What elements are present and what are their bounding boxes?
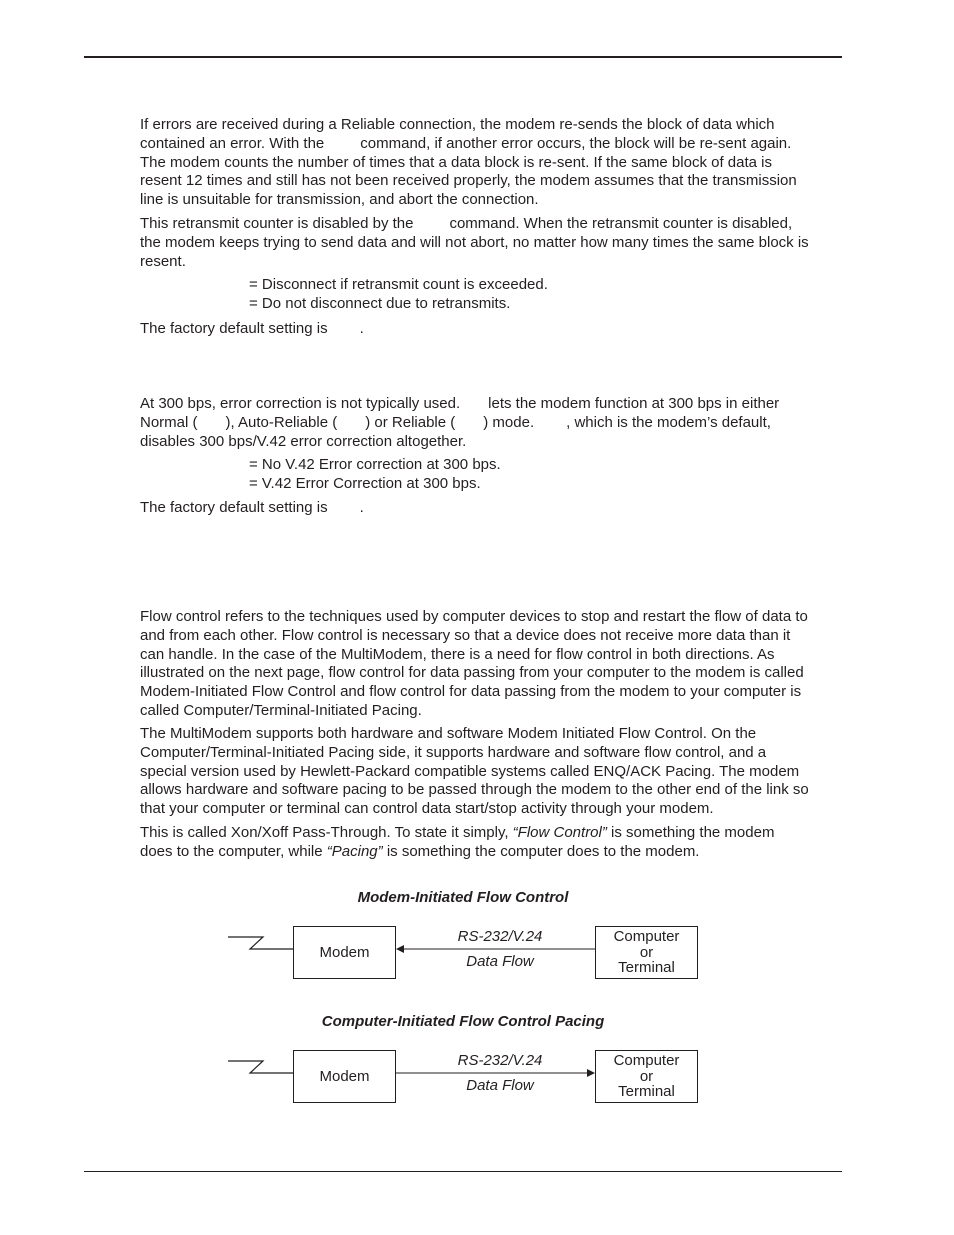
retransmit-paragraph-2: This retransmit counter is disabled by the command. When the retransmit counter is disabled, the modem keeps trying to send data and will not abort, no matter how many times the same block is resent. [140, 215, 809, 270]
computer-terminal-box: Computer or Terminal [595, 1050, 698, 1103]
phone-line-icon [228, 937, 293, 949]
v42-300-default: The factory default setting is . [140, 499, 364, 516]
modem-box: Modem [293, 1050, 396, 1103]
data-flow-label: Data Flow [466, 1077, 534, 1094]
diagram-title-modem-initiated: Modem-Initiated Flow Control [357, 889, 569, 906]
header-rule [84, 56, 842, 58]
retransmit-default: The factory default setting is . [140, 320, 364, 337]
phone-line-icon [228, 1061, 293, 1073]
flow-paragraph-2: The MultiModem supports both hardware and software Modem Initiated Flow Control. On the Computer/Terminal-Initiated Pacing side, it supports hardware and software flow control, and a special version used by Hewlett-Packard compatible systems called ENQ/ACK Pacing. The modem allows hardware and software pacing to be passed through the modem to the other end of the link so that your computer or terminal can control data start/stop activity through your modem. [140, 725, 809, 818]
retransmit-option-1: = Disconnect if retransmit count is exceeded. [249, 276, 548, 293]
footer-rule [84, 1171, 842, 1172]
modem-box: Modem [293, 926, 396, 979]
computer-initiated-diagram [226, 1050, 700, 1106]
interface-label: RS-232/V.24 [457, 928, 543, 945]
v42-300-option-2: = V.42 Error Correction at 300 bps. [249, 475, 481, 492]
flow-paragraph-3: This is called Xon/Xoff Pass-Through. To state it simply, “Flow Control” is something the modem does to the computer, while “Pacing” is something the computer does to the modem. [140, 824, 775, 860]
diagram-title-computer-initiated: Computer-Initiated Flow Control Pacing [321, 1013, 605, 1030]
data-flow-label: Data Flow [466, 953, 534, 970]
modem-initiated-diagram [226, 926, 700, 982]
v42-300-paragraph: At 300 bps, error correction is not typically used. lets the modem function at 300 bps in either Normal ( ), Auto-Reliable ( ) or Reliable ( ) mode. , which is the modem’s default, disables 300 bps/V.42 error correction altogether. [140, 395, 780, 450]
arrow-left-icon [396, 945, 404, 953]
computer-terminal-box: Computer or Terminal [595, 926, 698, 979]
retransmit-option-2: = Do not disconnect due to retransmits. [249, 295, 511, 312]
retransmit-paragraph-1: If errors are received during a Reliable connection, the modem re-sends the block of data which contained an error. With the command, if another error occurs, the block will be re-sent again. The modem counts the number of times that a data block is re-sent. If the same block of data is resent 12 times and still has not been received properly, the modem assumes that the transmission line is unsuitable for transmission, and abort the connection. [140, 116, 797, 209]
interface-label: RS-232/V.24 [457, 1052, 543, 1069]
arrow-right-icon [587, 1069, 595, 1077]
flow-paragraph-1: Flow control refers to the techniques used by computer devices to stop and restart the flow of data to and from each other. Flow control is necessary so that a device does not receive more data than it can handle. In the case of the MultiModem, there is a need for flow control in both directions. As illustrated on the next page, flow control for data passing from your computer to the modem is called Modem-Initiated Flow Control and flow control for data passing from the modem to your computer is called Computer/Terminal-Initiated Pacing. [140, 608, 808, 719]
v42-300-option-1: = No V.42 Error correction at 300 bps. [249, 456, 501, 473]
